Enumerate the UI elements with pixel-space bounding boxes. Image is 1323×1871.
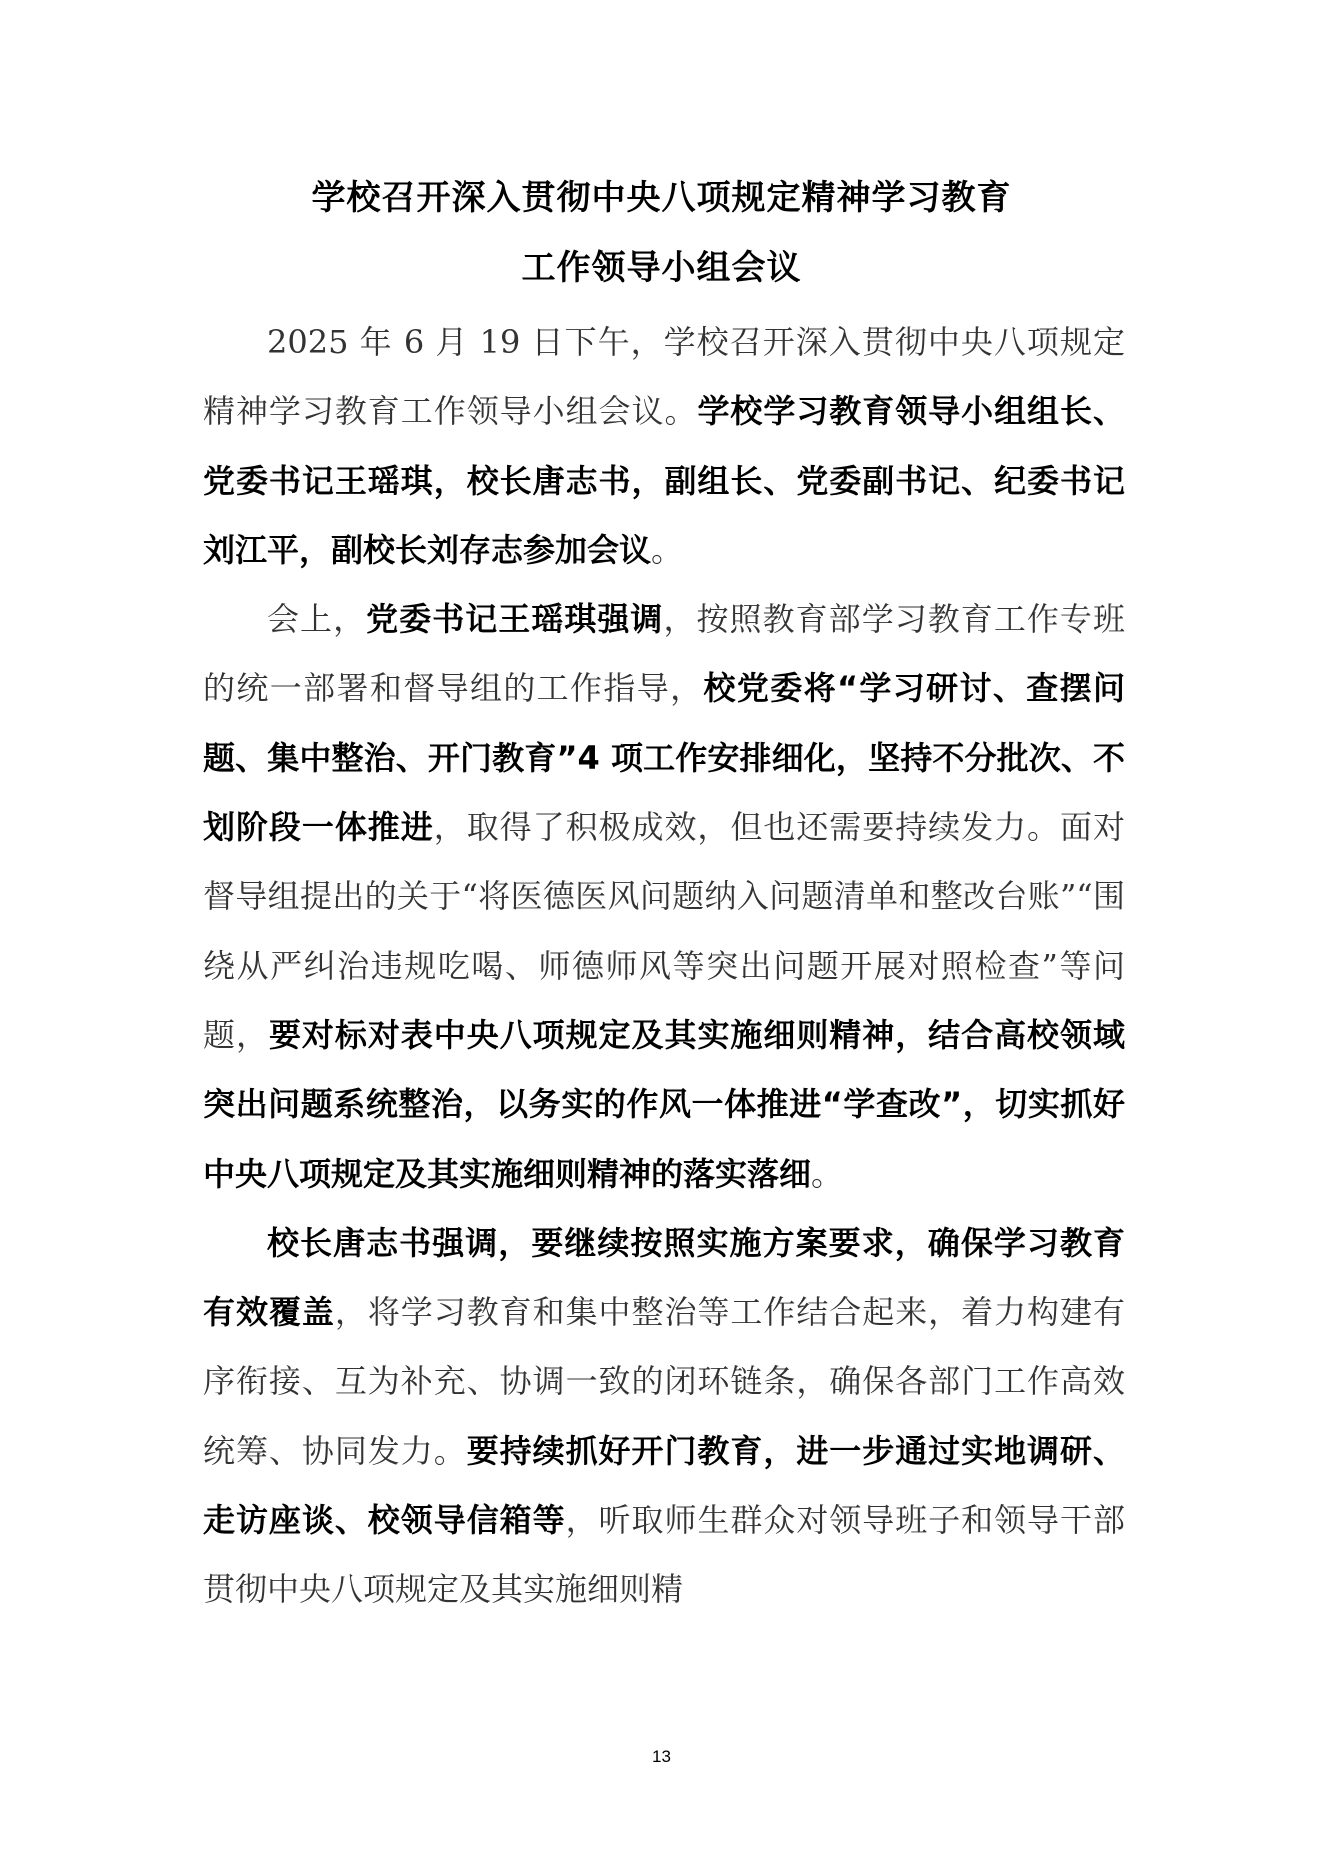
article-body <box>203 308 1125 1625</box>
text-segment-bold: 党委书记王瑶琪强调 <box>366 600 664 639</box>
text-segment: ，听取师生群众对领导班子和领导干部贯彻中央八项规定及其实施细则精 <box>203 1501 1125 1609</box>
text-segment-bold: 校党委将“学习研讨、查摆问题、集中整治、开门教育”4 项工作安排细化，坚持不分批次、不划阶段一体推进 <box>203 669 1125 847</box>
paragraph-president-remarks <box>203 1209 1125 1625</box>
text-segment-bold: 要持续抓好开门教育，进一步通过实地调研、走访座谈、校领导信箱等 <box>203 1431 1125 1540</box>
paragraph-party-secretary-remarks <box>203 585 1125 1209</box>
text-segment-bold: 学校学习教育领导小组组长、党委书记王瑶琪，校长唐志书，副组长、党委副书记、纪委书记刘江平，副校长刘存志参加会议 <box>203 392 1125 569</box>
text-segment: ，按照教育部学习教育工作专班的统一部署和督导组的工作指导， <box>203 600 1125 708</box>
text-segment: ，取得了积极成效，但也还需要持续发力。面对督导组提出的关于“将医德医风问题纳入问题清单和整改台账”“围绕从严纠治违规吃喝、师德师风等突出问题开展对照检查”等问题， <box>203 808 1125 1054</box>
page-number: 13 <box>652 1747 671 1766</box>
document-title-line-2: 工作领导小组会议 <box>521 248 802 288</box>
text-segment: 2025 年 6 月 19 日下午，学校召开深入贯彻中央八项规定精神学习教育工作领导小组会议。 <box>203 323 1125 431</box>
paragraph-meeting-intro <box>203 308 1125 585</box>
document-title-line-1: 学校召开深入贯彻中央八项规定精神学习教育 <box>311 178 1012 218</box>
text-segment: 会上， <box>267 600 367 639</box>
text-segment: ，将学习教育和集中整治等工作结合起来，着力构建有序衔接、互为补充、协调一致的闭环链条，确保各部门工作高效统筹、协同发力。 <box>203 1293 1125 1470</box>
text-segment-bold: 要对标对表中央八项规定及其实施细则精神，结合高校领域突出问题系统整治，以务实的作风一体推进“学查改”，切实抓好中央八项规定及其实施细则精神的落实落细 <box>203 1015 1125 1193</box>
text-segment: 。 <box>811 1154 844 1193</box>
text-segment-bold: 校长唐志书强调，要继续按照实施方案要求，确保学习教育有效覆盖 <box>203 1223 1125 1332</box>
text-segment: 。 <box>651 530 684 569</box>
